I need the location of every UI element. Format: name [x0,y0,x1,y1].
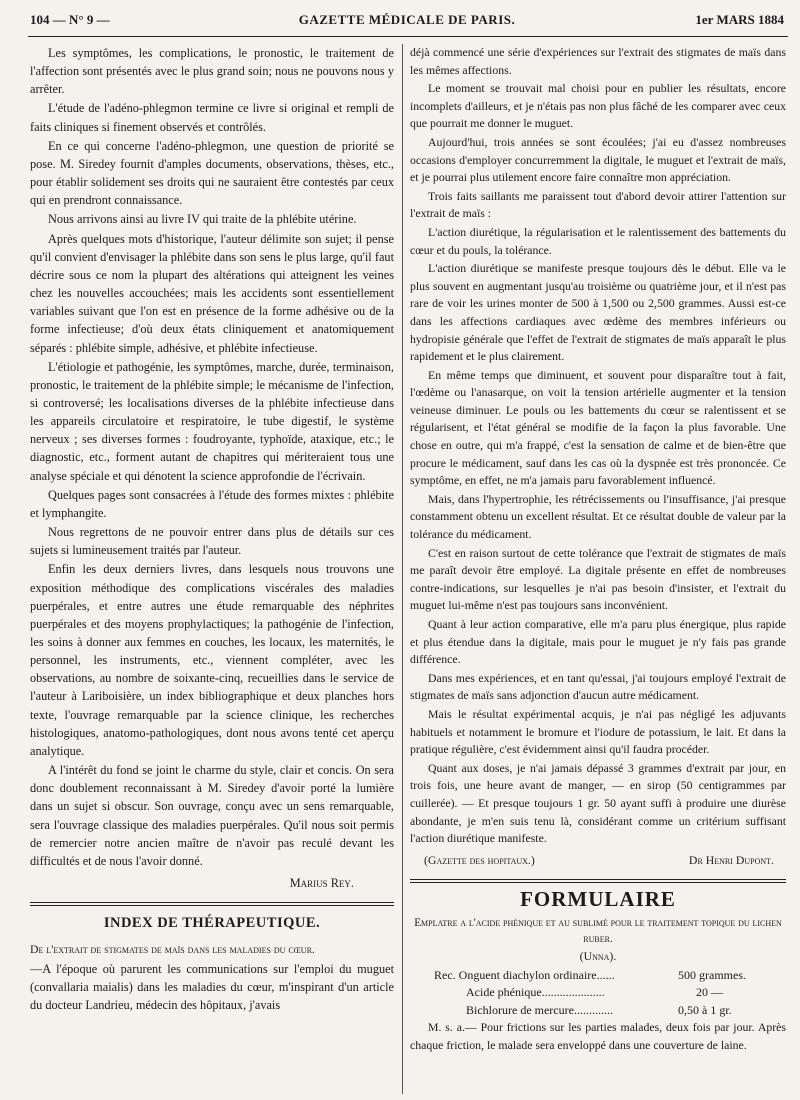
table-row [410,984,786,1002]
paragraph: C'est en raison surtout de cette tolérance que l'extrait de stigmates de maïs me paraît devoir être employé. La digitale présente en effet de nombreuses contre-indications, sur lesquelles je n'ai pas besoin d'insister, et l'extrait du muguet lui-même n'est pas toujours sans inconvénient. [410,545,786,613]
paragraph: Nous regrettons de ne pouvoir entrer dans plus de détails sur ces sujets si lumineusement traités par l'auteur. [30,525,394,558]
running-header [30,8,784,32]
paragraph: L'étiologie et pathogénie, les symptômes, marche, durée, terminaison, pronostic, le traitement de la phlébite simple; le mécanisme de l'infection, si controversé; les localisations diverses de la phlébite infectieuse dans les appareils circulatoire et respiratoire, le tube digestif, le système nerveux ; ses diverses formes : foudroyante, typhoïde, ataxique, etc.; le diagnostic, etc., forment autant de chapitres qui mériteraient tous une analyse spéciale et qui dénotent la science approfondie de l'écrivain. [30,359,394,483]
paragraph: L'action diurétique, la régularisation et le ralentissement des battements du cœur et du pouls, la tolérance. [410,224,786,257]
ingredient: Acide phénique..................... [466,985,605,999]
header-rule [28,36,788,37]
paragraph: —A l'époque où parurent les communications sur l'emploi du muguet (convallaria maialis) dans les maladies du cœur, m'inspirant d'un article du docteur Landrieu, médecin des hôpitaux, j'avais [30,961,394,1012]
formulaire-subtitle: Emplatre a l'acide phénique et au sublimé pour le traitement topique du lichen ruber. [414,916,782,945]
left-column [30,44,394,1015]
right-column [410,44,786,1055]
formulaire-attribution: (Unna). [579,948,617,963]
source-line [410,852,786,870]
article-author: Dr Henri Dupont. [688,852,774,867]
index-section-title: INDEX DE THÉRAPEUTIQUE. [103,915,321,932]
section-divider [410,879,786,883]
paragraph: Après quelques mots d'historique, l'auteur délimite son sujet; il pense qu'il convient d'envisager la phlébite dans son sens le plus large, qu'il faut décrire sous ce nom la plupart des altérations qui atteignent les veines chez les nouvelles accouchées; mais les accidents sont essentiellement variables suivant que l'on est en présence de la forme adhésive ou de la forme infectieuse; d'où deux états cliniquement et anatomiquement séparés : phlébite simple, adhésive, et phlébite infectieuse. [30,231,394,355]
column-divider [402,44,403,1094]
ingredient: Rec. Onguent diachylon ordinaire...... [434,967,615,982]
paragraph: Dans mes expériences, et en tant qu'essai, j'ai toujours employé l'extrait de stigmates de maïs sans adjonction d'aucun autre médicament. [410,670,786,703]
paragraph: L'action diurétique se manifeste presque toujours dès le début. Elle va le plus souvent en augmentant jusqu'au troisième ou quatrième jour, et il n'est pas rare de voir les urines monter de 500 à 1,500 ou 2,500 grammes. Aussi est-ce dans les affections cardiaques avec œdème des membres inférieurs ou hydropisie générale que l'effet de l'extrait de stigmates de maïs apparaît le plus rapidement et le plus clairement. [410,261,786,364]
paragraph: Le moment se trouvait mal choisi pour en publier les résultats, encore incomplets d'ailleurs, et je n'étais pas non plus fâché de les comparer avec ceux que pourrait me donner le muguet. [410,81,786,131]
table-row [410,967,786,985]
journal-title: GAZETTE MÉDICALE DE PARIS. [298,12,516,27]
paragraph: Nous arrivons ainsi au livre IV qui traite de la phlébite utérine. [48,212,357,227]
ingredient: Bichlorure de mercure............. [466,1002,613,1017]
prescription-table [410,967,786,1020]
paragraph: En ce qui concerne l'adéno-phlegmon, une question de priorité se pose. M. Siredey fournit d'amples documents, observations, thèses, etc., pour établir solidement ses droits qui ne sauraient être contestés par ceux qui en prendront connaissance. [30,138,394,208]
paragraph: Trois faits saillants me paraissent tout d'abord devoir attirer l'attention sur l'extrait de maïs : [410,188,786,221]
paragraph: Mais, dans l'hypertrophie, les rétrécissements ou l'insuffisance, j'ai presque constamment obtenu un excellent résultat. Et ce résultat double de valeur par la tolérance du médicament. [410,491,786,542]
issue-date: 1er MARS 1884 [695,12,784,27]
section-divider [30,902,394,906]
paragraph: Mais le résultat expérimental acquis, je n'ai pas négligé les adjuvants habituels et notamment le bromure et l'iodure de potassium, le lait. Et dans la pratique régulière, c'est évidemment ainsi qu'il faudra procéder. [410,706,786,757]
paragraph: En même temps que diminuent, et souvent pour disparaître tout à fait, l'œdème ou l'anasarque, on voit la tension artérielle augmenter et la tension veineuse diminuer. Le pouls ou les battements du cœur se ralentissent et se régularisent, et l'état général se modifie de la façon la plus favorable. Une chose en outre, qui m'a frappé, c'est la sensation de calme et de bien-être que procure le médicament, sauf dans les cas où la dyspnée est très prononcée. Ce symptôme, en effet, ne m'a jamais paru favorablement influencé. [410,367,786,488]
formulaire-title: FORMULAIRE [520,887,676,912]
paragraph: M. s. a.— Pour frictions sur les parties malades, deux fois par jour. Après chaque friction, le malade sera enveloppé dans une couverture de laine. [410,1020,786,1052]
paragraph: Les symptômes, les complications, le pronostic, le traitement de l'affection sont présentés avec le plus grand soin; nous ne pouvons nous y arrêter. [30,46,394,97]
article-title: De l'extrait de stigmates de maïs dans les maladies du cœur. [30,942,315,957]
paragraph: Quelques pages sont consacrées à l'étude des formes mixtes : phlébite et lymphangite. [30,487,394,520]
quantity: 0,50 à 1 gr. [678,1002,732,1017]
source-citation: (Gazette des hopitaux.) [424,852,535,867]
quantity: 20 — [696,985,723,999]
paragraph: Quant aux doses, je n'ai jamais dépassé 3 grammes d'extrait par jour, en trois fois, une heure avant de manger, — en sirop (50 centigrammes par cuillerée). — Et presque toujours 1 gr. 50 ayant suffi à produire une diurèse abondante, je m'en suis tenu là, considérant comme un critérium suffisant l'action diurétique manifeste. [410,760,786,846]
paragraph: déjà commencé une série d'expériences sur l'extrait des stigmates de maïs dans les mêmes affections. [410,45,786,77]
paragraph: Aujourd'hui, trois années se sont écoulées; j'ai eu d'assez nombreuses occasions d'employer concurremment la digitale, le muguet et l'extrait de maïs, et je pourrai plus utilement encore faire connaître mon appréciation. [410,134,786,185]
paragraph: L'étude de l'adéno-phlegmon termine ce livre si original et rempli de faits cliniques si finement observés et contrôlés. [30,101,394,134]
review-signature: Marius Rey. [289,876,354,891]
quantity: 500 grammes. [678,967,746,982]
paragraph: Quant à leur action comparative, elle m'a paru plus énergique, plus rapide et plus étendue dans la digitale, mais pour le muguet je n'y fais pas grande différence. [410,617,786,667]
table-row [410,1002,786,1020]
paragraph: A l'intérêt du fond se joint le charme du style, clair et concis. On sera donc doublement reconnaissant à M. Siredey d'avoir porté la lumière dans un sujet si obscur. Son ouvrage, conçu avec un sens remarquable, sera l'ouvrage classique des maladies puerpérales. Qu'il nous soit permis de remercier notre ancien maître de n'avoir pas reculé devant les difficultés et de nous l'avoir donné. [30,763,394,868]
page-number: 104 — N° 9 — [30,12,110,27]
paragraph: Enfin les deux derniers livres, dans lesquels nous trouvons une exposition méthodique des complications viscérales des maladies puerpérales, et entre autres une étude remarquable des néphrites puerpérales et des moyens prophylactiques; la pathogénie de l'infection, les soins à donner aux femmes en couches, les locaux, les maternités, le personnel, les instruments, etc., viennent compléter, avec les observations, au nombre de soixante-cinq, recueillies dans le service de l'auteur à Lariboisière, un index bibliographique et deux planches hors texte, l'ouvrage remarquable par la science clinique, les recherches histologiques, anatomo-pathologiques, dont nous avons tenté cet aperçu analytique. [30,562,394,758]
